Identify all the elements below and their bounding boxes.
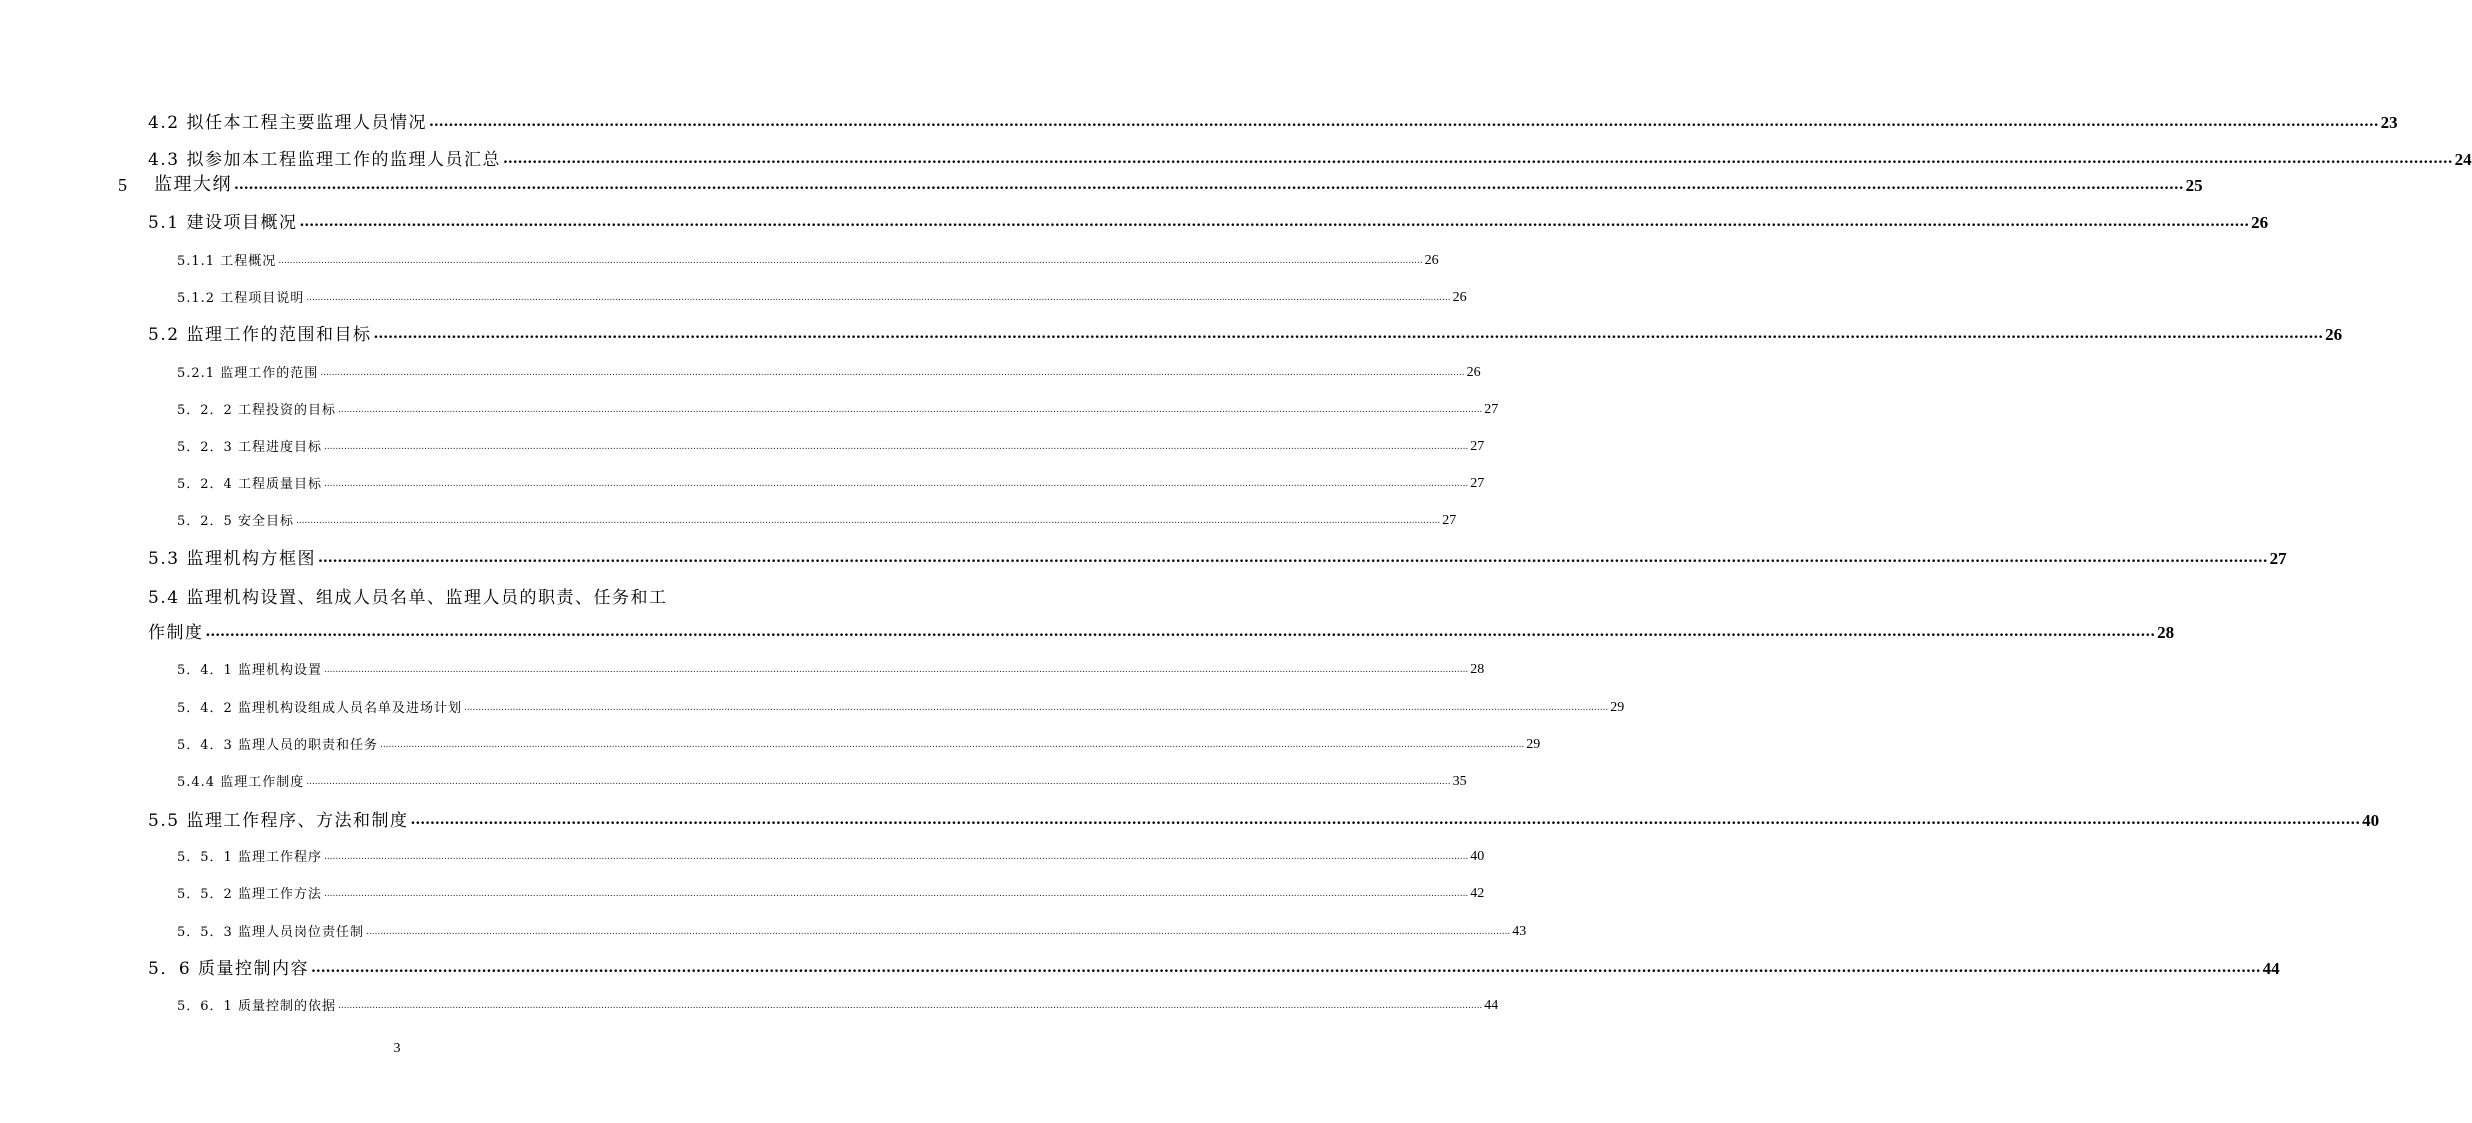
toc-entry-title: 5.2.1 监理工作的范围 [177,366,319,381]
toc-entry-title: 5．5．1 监理工作程序 [177,850,322,865]
toc-entry-title: 5．2．2 工程投资的目标 [177,403,336,418]
toc-entry[interactable] [148,545,2287,569]
dot-leader: ................................................................................................................................................................................................................................................................................................................................................................................................................ [317,550,2268,566]
toc-entry-page: 27 [1470,439,1485,454]
dot-leader: ................................................................................................................................................................................................................................................................................................................................................................................................................ [234,177,2184,193]
toc-subentry[interactable] [177,288,1467,306]
dot-leader: ................................................................................................................................................................................................................................................................................................................................................................................................................ [337,1001,1483,1011]
toc-entry-title: 5．6．1 质量控制的依据 [177,999,336,1014]
dot-leader: ................................................................................................................................................................................................................................................................................................................................................................................................................ [323,479,1469,489]
toc-entry[interactable] [148,807,2380,831]
toc-subentry[interactable] [177,251,1439,269]
toc-entry-title: 5.4.4 监理工作制度 [177,775,305,790]
toc-entry-page: 27 [1470,476,1485,491]
toc-entry[interactable] [148,955,2280,979]
toc-subentry[interactable] [177,511,1457,529]
dot-leader: ................................................................................................................................................................................................................................................................................................................................................................................................................ [373,326,2324,342]
dot-leader: ................................................................................................................................................................................................................................................................................................................................................................................................................ [428,114,2379,130]
dot-leader: ................................................................................................................................................................................................................................................................................................................................................................................................................ [278,256,1423,266]
toc-entry-page: 25 [2185,176,2203,195]
toc-entry-title: 5．2．5 安全目标 [177,514,294,529]
toc-subentry[interactable] [177,772,1467,790]
toc-entry-page: 35 [1452,774,1467,789]
toc-entry-title: 5.1.1 工程概况 [177,254,277,269]
toc-entry-page: 44 [2262,959,2280,978]
dot-leader: ................................................................................................................................................................................................................................................................................................................................................................................................................ [299,214,2250,230]
dot-leader: ................................................................................................................................................................................................................................................................................................................................................................................................................ [306,777,1451,787]
toc-entry-title: 监理大纲 [154,174,232,195]
toc-entry-page: 28 [1470,662,1485,677]
page-number: 3 [393,1041,401,1056]
toc-entry-title: 5．2．3 工程进度目标 [177,440,322,455]
toc-entry[interactable] [148,321,2343,345]
toc-entry-page: 24 [2454,150,2472,169]
toc-subentry[interactable] [177,363,1481,381]
toc-subentry[interactable] [177,660,1485,678]
dot-leader: ................................................................................................................................................................................................................................................................................................................................................................................................................ [337,405,1483,415]
toc-entry-page: 26 [1466,365,1481,380]
toc-entry-title: 5.1 建设项目概况 [148,213,298,233]
toc-entry-title: 5．4．3 监理人员的职责和任务 [177,738,378,753]
dot-leader: ................................................................................................................................................................................................................................................................................................................................................................................................................ [410,812,2361,828]
toc-entry-title: 5.1.2 工程项目说明 [177,291,305,306]
toc-subentry[interactable] [177,698,1625,716]
toc-entry-title: 4.2 拟任本工程主要监理人员情况 [148,113,427,133]
toc-entry[interactable] [148,109,2398,133]
toc-entry-title: 4.3 拟参加本工程监理工作的监理人员汇总 [148,150,501,170]
toc-entry[interactable] [148,209,2269,233]
toc-entry-page: 29 [1610,700,1625,715]
dot-leader: ................................................................................................................................................................................................................................................................................................................................................................................................................ [463,703,1609,713]
toc-subentry[interactable] [177,400,1499,418]
toc-entry-page: 26 [1424,253,1439,268]
toc-subentry[interactable] [177,474,1485,492]
dot-leader: ................................................................................................................................................................................................................................................................................................................................................................................................................ [295,516,1441,526]
toc-entry-page: 27 [2269,549,2287,568]
toc-chapter-number: 5 [118,175,129,195]
toc-entry-title: 5．4．1 监理机构设置 [177,663,322,678]
toc-subentry[interactable] [177,437,1485,455]
dot-leader: ................................................................................................................................................................................................................................................................................................................................................................................................................ [323,665,1469,675]
toc-entry-page: 40 [1470,849,1485,864]
toc-subentry[interactable] [177,735,1541,753]
dot-leader: ................................................................................................................................................................................................................................................................................................................................................................................................................ [379,740,1525,750]
dot-leader: ................................................................................................................................................................................................................................................................................................................................................................................................................ [502,151,2453,167]
toc-entry-page: 44 [1484,998,1499,1013]
toc-entry-title-line1[interactable]: 5.4 监理机构设置、组成人员名单、监理人员的职责、任务和工 [148,588,668,608]
toc-entry-page: 27 [1484,402,1499,417]
toc-entry-title: 5．5．3 监理人员岗位责任制 [177,925,364,940]
toc-entry-page: 26 [2251,213,2269,232]
toc-entry[interactable] [148,619,2175,643]
toc-entry-title: 5.5 监理工作程序、方法和制度 [148,811,409,831]
toc-entry-page: 26 [2325,325,2343,344]
toc-entry-page: 26 [1452,290,1467,305]
toc-entry-title: 5．6 质量控制内容 [148,959,310,979]
toc-entry-title: 5.3 监理机构方框图 [148,549,316,569]
toc-entry-page: 40 [2362,811,2380,830]
toc-entry-page: 29 [1526,737,1541,752]
toc-entry-page: 42 [1470,886,1485,901]
toc-entry[interactable] [148,146,2472,170]
toc-subentry[interactable] [177,996,1499,1014]
dot-leader: ................................................................................................................................................................................................................................................................................................................................................................................................................ [365,927,1511,937]
toc-entry-title: 5．4．2 监理机构设组成人员名单及进场计划 [177,701,462,716]
toc-entry-title: 5．2．4 工程质量目标 [177,477,322,492]
dot-leader: ................................................................................................................................................................................................................................................................................................................................................................................................................ [323,852,1469,862]
toc-subentry[interactable] [177,922,1527,940]
dot-leader: ................................................................................................................................................................................................................................................................................................................................................................................................................ [311,960,2261,976]
toc-entry-page: 23 [2380,113,2398,132]
dot-leader: ................................................................................................................................................................................................................................................................................................................................................................................................................ [306,293,1451,303]
toc-entry-title-line2: 作制度 [148,623,204,643]
toc-entry-page: 27 [1442,513,1457,528]
dot-leader: ................................................................................................................................................................................................................................................................................................................................................................................................................ [323,442,1469,452]
toc-chapter-entry[interactable] [118,172,2203,196]
toc-entry-page: 28 [2157,623,2175,642]
toc-entry-page: 43 [1512,924,1527,939]
toc-entry-title: 5.2 监理工作的范围和目标 [148,325,372,345]
dot-leader: ................................................................................................................................................................................................................................................................................................................................................................................................................ [323,889,1469,899]
toc-subentry[interactable] [177,847,1485,865]
toc-subentry[interactable] [177,884,1485,902]
dot-leader: ................................................................................................................................................................................................................................................................................................................................................................................................................ [320,368,1465,378]
dot-leader: ................................................................................................................................................................................................................................................................................................................................................................................................................ [205,624,2156,640]
toc-entry-title: 5．5．2 监理工作方法 [177,887,322,902]
